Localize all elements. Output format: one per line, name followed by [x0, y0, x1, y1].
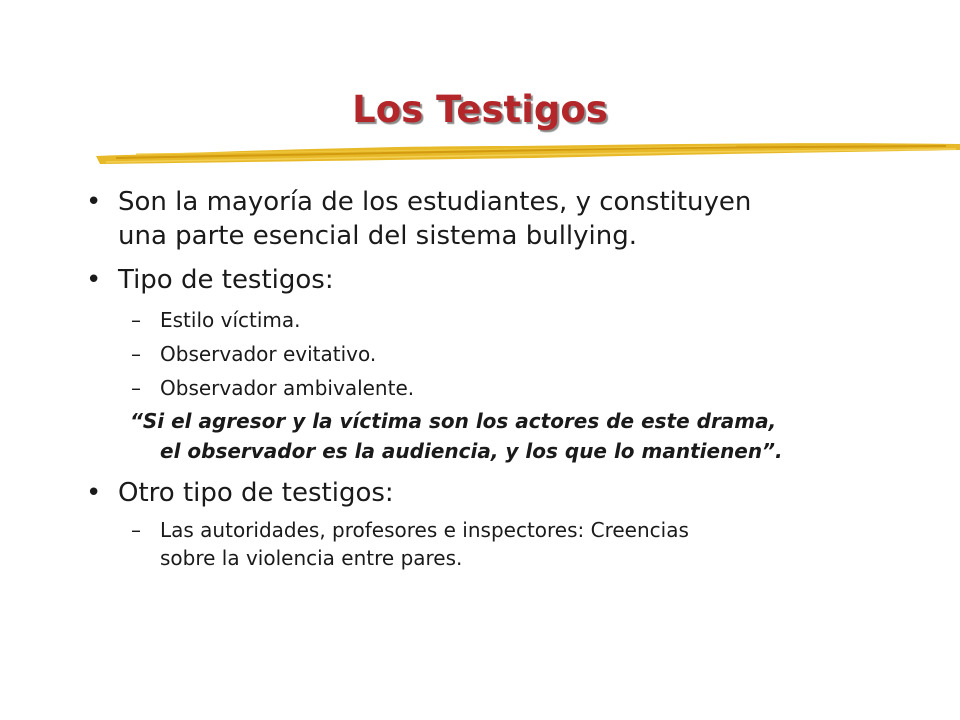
- dash-marker: –: [131, 342, 141, 366]
- title-underline-brushstroke: [96, 138, 960, 172]
- dash-marker: –: [131, 308, 141, 332]
- quote-line-1: “Si el agresor y la víctima son los actores de este drama,: [130, 409, 777, 433]
- dash-marker: –: [131, 518, 141, 542]
- bullet-2-text: Tipo de testigos:: [118, 265, 334, 295]
- bullet-marker: •: [86, 478, 102, 508]
- bullet-marker: •: [86, 265, 102, 295]
- bullet-1-line-1: Son la mayoría de los estudiantes, y constituyen: [118, 187, 752, 217]
- bullet-marker: •: [86, 187, 102, 217]
- bullet-3-text: Otro tipo de testigos:: [118, 478, 394, 508]
- slide-title: Los Testigos: [352, 88, 608, 131]
- subitem-autoridades-line-2: sobre la violencia entre pares.: [160, 546, 463, 570]
- quote-block: [130, 406, 890, 466]
- subitem-autoridades: [160, 516, 880, 572]
- subitem-observador-evitativo: Observador evitativo.: [160, 342, 377, 366]
- subitem-autoridades-line-1: Las autoridades, profesores e inspectores: Creencias: [160, 518, 689, 542]
- bullet-1-line-2: una parte esencial del sistema bullying.: [118, 221, 637, 251]
- subitem-observador-ambivalente: Observador ambivalente.: [160, 376, 415, 400]
- quote-line-2: el observador es la audiencia, y los que lo mantienen”.: [160, 439, 783, 463]
- dash-marker: –: [131, 376, 141, 400]
- bullet-1-text: [118, 185, 878, 253]
- subitem-estilo-victima: Estilo víctima.: [160, 308, 301, 332]
